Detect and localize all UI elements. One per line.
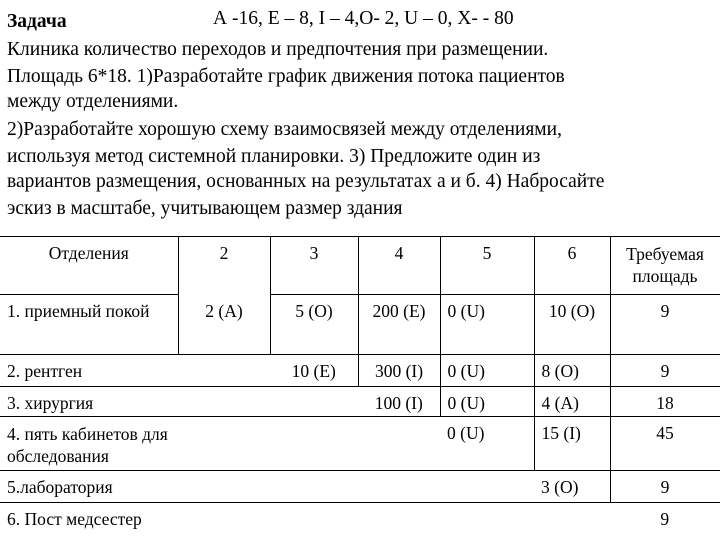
row-name: 3. хирургия: [0, 387, 358, 417]
table-cell: 300 (I): [358, 355, 440, 387]
header-col-2: 2: [178, 237, 270, 295]
task-line-6: вариантов размещения, основанных на результатах а и б. 4) Набросайте: [7, 171, 605, 192]
relationship-codes: А -16, Е – 8, I – 4,О- 2, U – 0, Х- - 80: [213, 8, 514, 29]
table-row: [0, 417, 720, 471]
header-departments: Отделения: [0, 237, 178, 295]
header-required-area: Требуемая площадь: [610, 237, 720, 295]
table-row: [0, 471, 720, 503]
task-line-2: Площадь 6*18. 1)Разработайте график движения потока пациентов: [7, 66, 565, 87]
table-row: [0, 355, 720, 387]
task-line-4: 2)Разработайте хорошую схему взаимосвязей между отделениями,: [7, 119, 562, 140]
row-name-text: 4. пять кабинетов для обследования: [7, 424, 168, 466]
table-cell: 9: [610, 355, 720, 387]
table-cell: 4 (А): [534, 387, 610, 417]
table-cell: 2 (А): [178, 295, 270, 355]
header-col-5: 5: [440, 237, 534, 295]
table-cell: 45: [610, 417, 720, 471]
table-cell: 5 (О): [270, 295, 358, 355]
task-line-5: используя метод системной планировки. 3) Предложите один из: [7, 146, 541, 167]
task-line-3: между отделениями.: [7, 91, 179, 112]
table-cell: 9: [610, 471, 720, 503]
table-cell: 9: [610, 503, 720, 541]
table-cell: 0 (U): [440, 295, 534, 355]
header-col-6: 6: [534, 237, 610, 295]
table-cell: 18: [610, 387, 720, 417]
table-cell: 8 (О): [534, 355, 610, 387]
table-cell: 9: [610, 295, 720, 355]
table-cell: 10 (О): [534, 295, 610, 355]
table-cell: 100 (I): [358, 387, 440, 417]
row-name: 6. Пост медсестер: [7, 509, 142, 529]
row-name: 1. приемный покой: [0, 295, 178, 355]
table-row: [0, 503, 720, 541]
task-line-1: Клиника количество переходов и предпочтения при размещении.: [7, 39, 549, 60]
table-row: [0, 387, 720, 417]
table-cell: 0 (U): [440, 355, 534, 387]
table-cell: 200 (Е): [358, 295, 440, 355]
table-cell: 3 (О): [534, 471, 610, 503]
row-name: 2. рентген: [0, 355, 270, 387]
row-name: 5.лаборатория: [0, 471, 534, 503]
table-cell: 10 (Е): [270, 355, 358, 387]
header-col-4: 4: [358, 237, 440, 295]
row-name: [0, 417, 440, 471]
department-relationship-table: [0, 236, 720, 541]
task-line-7: эскиз в масштабе, учитывающем размер здания: [7, 198, 403, 219]
table-cell: 0 (U): [440, 417, 534, 471]
table-row: [0, 295, 720, 355]
header-col-3: 3: [270, 237, 358, 295]
table-cell: 15 (I): [534, 417, 610, 471]
task-title: Задача: [7, 11, 67, 32]
table-cell: 0 (U): [440, 387, 534, 417]
